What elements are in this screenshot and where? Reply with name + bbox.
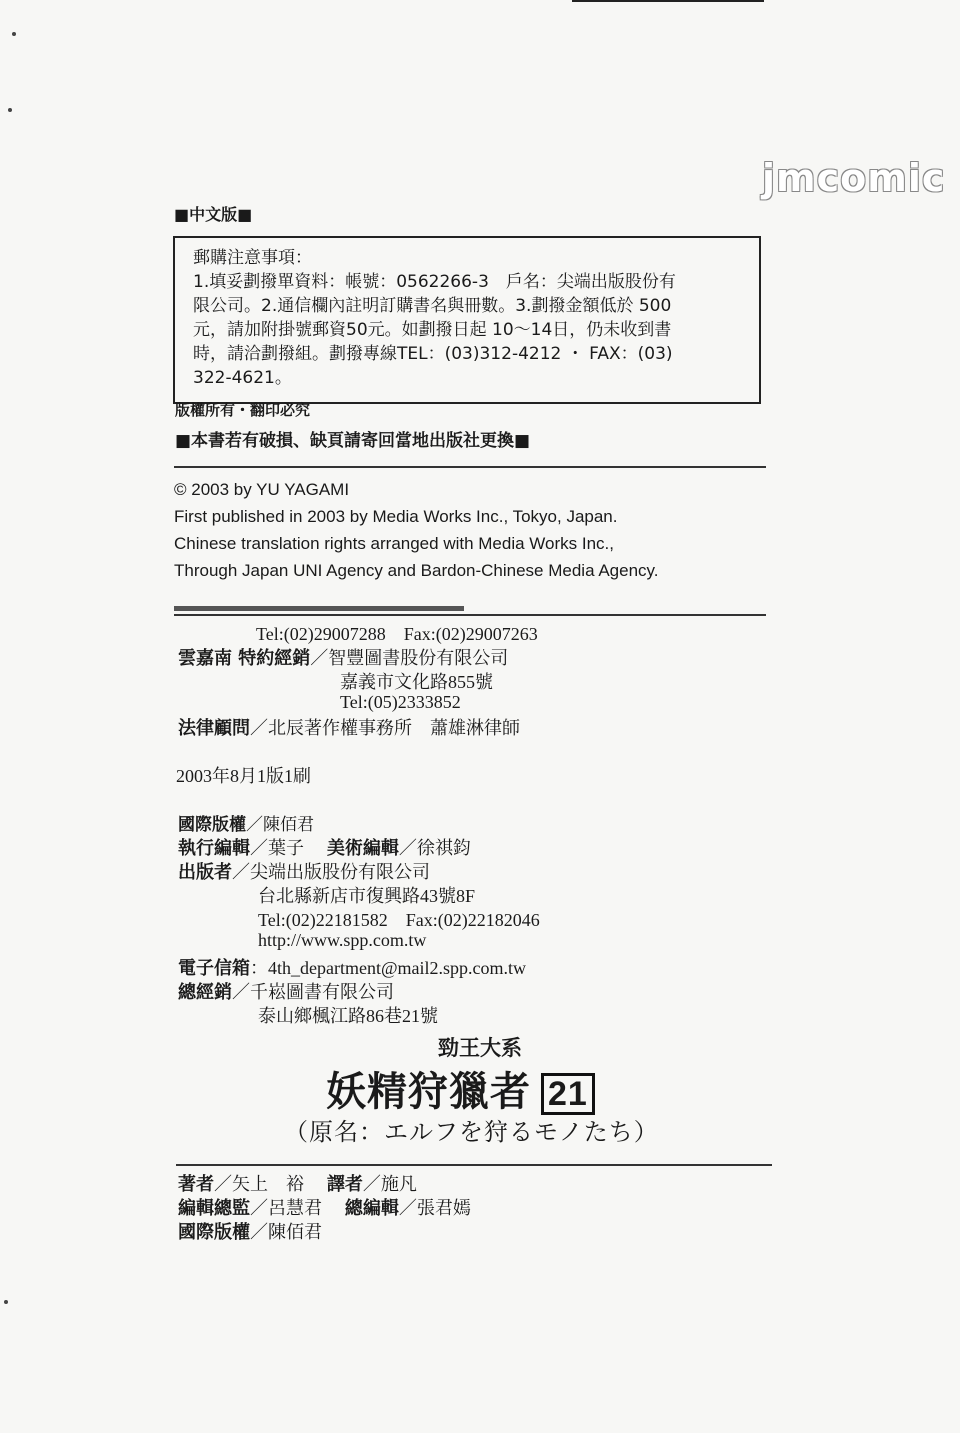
notice-line: 322-4621。	[193, 368, 292, 388]
publisher-url: http://www.spp.com.tw	[258, 930, 427, 950]
intl-rights-cropped	[178, 1218, 322, 1243]
author-name: ／矢上 裕	[214, 1174, 304, 1194]
notice-heading: 郵購注意事項：	[193, 248, 312, 268]
book-title-text: 妖精狩獵者	[326, 1069, 531, 1115]
publisher-label: 出版者	[178, 862, 232, 883]
copyright-block	[174, 476, 658, 584]
general-distributor-name: ／千崧圖書有限公司	[232, 982, 394, 1002]
mail-order-notice	[173, 236, 761, 404]
exec-editor-name: ／葉子	[250, 838, 304, 858]
divider	[174, 466, 766, 468]
scan-speck	[8, 108, 12, 112]
editors-credit-line	[178, 1194, 471, 1220]
general-editor-label: 總編輯	[344, 1198, 399, 1219]
intl-rights-label: 國際版權	[178, 815, 246, 835]
cropped-line-fragment	[174, 606, 464, 611]
series-name: 勁王大系	[438, 1036, 522, 1060]
chief-editor-label: 編輯總監	[178, 1198, 250, 1219]
intl-rights-name: ／陳佰君	[246, 815, 314, 834]
notice-line: 限公司。2.通信欄內註明訂購書名與冊數。3.劃撥金額低於 500	[193, 296, 672, 316]
south-distributor-label: 雲嘉南 特約經銷	[178, 648, 311, 669]
copyright-line: Through Japan UNI Agency and Bardon-Chinese Media Agency.	[174, 561, 659, 580]
notice-line: 時，請洽劃撥組。劃撥專線TEL：(03)312-4212 ・ FAX：(03)	[193, 344, 673, 364]
publisher-name: ／尖端出版股份有限公司	[232, 862, 430, 882]
translator-name: ／施凡	[362, 1174, 417, 1194]
south-address: 嘉義市文化路855號	[340, 672, 493, 692]
intl-rights-partial	[178, 810, 314, 835]
legal-advisor	[178, 714, 520, 740]
art-editor-label: 美術編輯	[326, 838, 399, 859]
chief-editor-name: ／呂慧君	[250, 1198, 322, 1218]
author-translator-line	[178, 1170, 417, 1196]
email-address: ：4th_department@mail2.spp.com.tw	[250, 958, 527, 978]
copyright-line: Chinese translation rights arranged with Media Works Inc.,	[174, 534, 614, 553]
scan-speck	[4, 1300, 8, 1304]
distributor-tel-fax: Tel:(02)29007288 Fax:(02)29007263	[256, 624, 538, 644]
intl-rights-label-cropped: 國際版權	[178, 1222, 250, 1243]
editors-line	[178, 834, 471, 860]
notice-line: 元，請加附掛號郵資50元。如劃撥日起 10～14日，仍未收到書	[193, 320, 672, 340]
south-tel: Tel:(05)2333852	[340, 692, 461, 712]
original-title: （原名：エルフを狩るモノたち）	[284, 1118, 659, 1146]
legal-advisor-name: ／北辰著作權事務所 蕭雄淋律師	[250, 718, 520, 738]
volume-number: 21	[541, 1073, 595, 1115]
watermark-logo: jmcomic	[762, 156, 946, 200]
scan-speck	[12, 32, 16, 36]
south-distributor-name: ／智豐圖書股份有限公司	[310, 648, 509, 668]
copyright-line: First published in 2003 by Media Works Inc., Tokyo, Japan.	[174, 507, 618, 526]
translator-label: 譯者	[326, 1174, 363, 1195]
divider	[176, 1164, 772, 1166]
copyright-line: © 2003 by YU YAGAMI	[174, 480, 350, 499]
top-edge-line	[572, 0, 764, 2]
publisher-line	[178, 858, 430, 884]
defect-notice: ■本書若有破損、缺頁請寄回當地出版社更換■	[175, 431, 531, 451]
email-line	[178, 954, 526, 980]
book-title	[326, 1060, 595, 1117]
exec-editor-label: 執行編輯	[178, 838, 250, 859]
intl-rights-name-cropped: ／陳佰君	[250, 1222, 322, 1242]
email-label: 電子信箱	[178, 958, 250, 979]
publisher-address: 台北縣新店市復興路43號8F	[258, 886, 476, 906]
edition-badge: ■中文版■	[174, 205, 253, 224]
divider	[174, 614, 766, 616]
print-date: 2003年8月1版1刷	[176, 766, 311, 786]
legal-advisor-label: 法律顧問	[178, 718, 250, 739]
art-editor-name: ／徐祺鈞	[398, 838, 471, 858]
notice-line: 1.填妥劃撥單資料：帳號：0562266-3 戶名：尖端出版股份有	[193, 272, 676, 292]
general-distributor-line	[178, 978, 394, 1004]
south-distributor	[178, 644, 508, 670]
publisher-tel-fax: Tel:(02)22181582 Fax:(02)22182046	[258, 910, 540, 930]
rights-reserved: 版權所有・翻印必究	[175, 401, 311, 419]
general-distributor-label: 總經銷	[178, 982, 232, 1003]
author-label: 著者	[178, 1174, 214, 1195]
general-editor-name: ／張君嫣	[398, 1198, 471, 1218]
general-distributor-address: 泰山鄉楓江路86巷21號	[258, 1006, 438, 1026]
